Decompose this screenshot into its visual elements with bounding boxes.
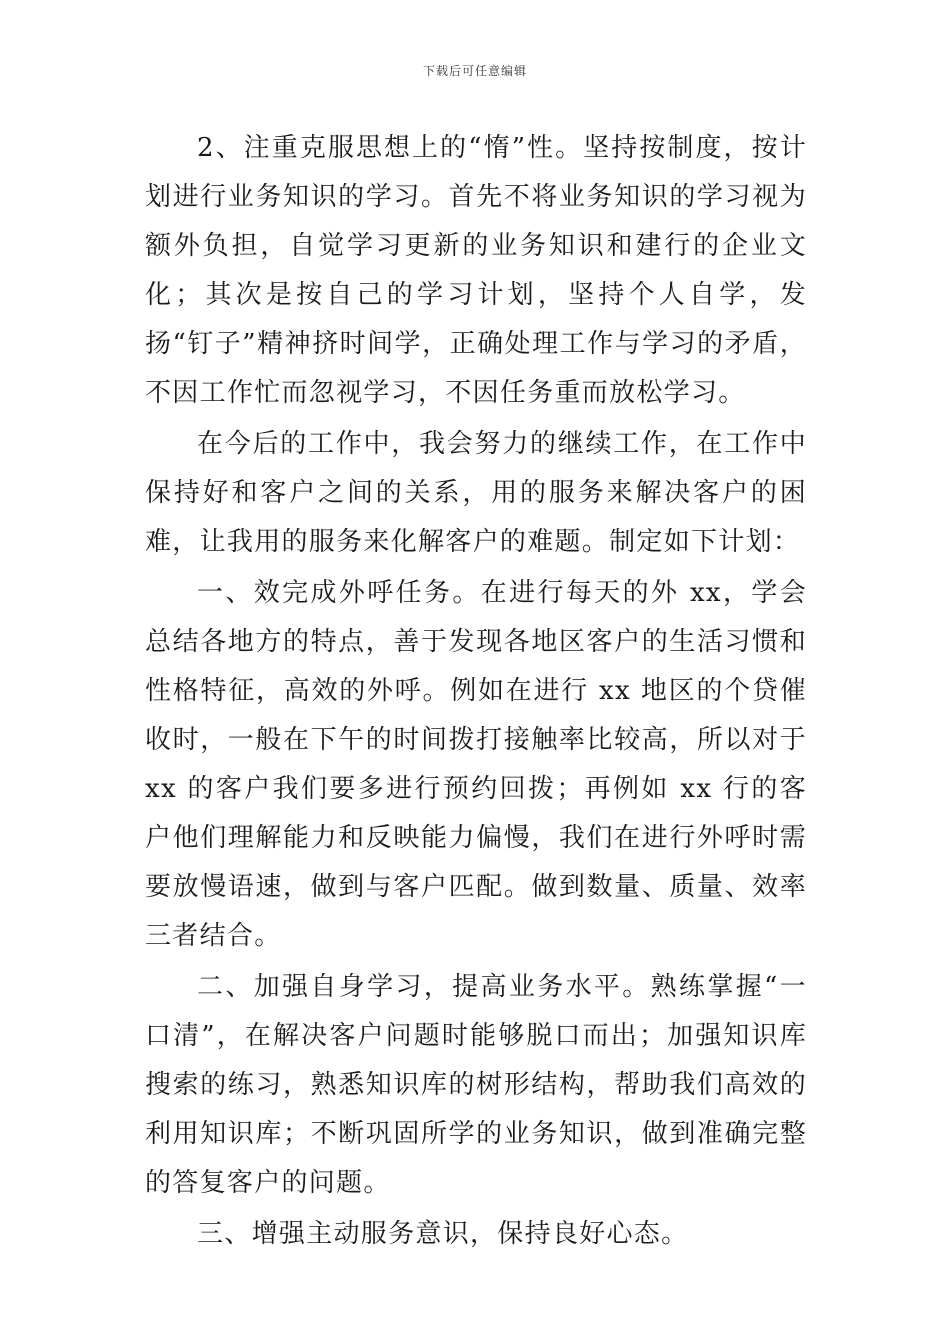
paragraph-future-work: 在今后的工作中，我会努力的继续工作，在工作中保持好和客户之间的关系，用的服务来解决客户的困难，让我用的服务来化解客户的难题。制定如下计划： (145, 429, 807, 557)
document-body (145, 124, 807, 1259)
paragraph-plan-service-awareness: 三、增强主动服务意识，保持良好心态。 (197, 1219, 689, 1249)
page-header: 下载后可任意编辑 (422, 64, 527, 78)
paragraph-study-attitude: 2、注重克服思想上的“惰”性。坚持按制度，按计划进行业务知识的学习。首先不将业务知识的学习视为额外负担，自觉学习更新的业务知识和建行的企业文化；其次是按自己的学习计划，坚持个人自学，发扬“钉子”精神挤时间学，正确处理工作与学习的矛盾，不因工作忙而忽视学习，不因任务重而放松学习。 (145, 133, 807, 408)
paragraph-plan-self-study: 二、加强自身学习，提高业务水平。熟练掌握“一口清”，在解决客户问题时能够脱口而出；加强知识库搜索的练习，熟悉知识库的树形结构，帮助我们高效的利用知识库；不断巩固所学的业务知识，做到准确完整的答复客户的问题。 (145, 972, 807, 1198)
paragraph-plan-outbound-calls: 一、效完成外呼任务。在进行每天的外 xx，学会总结各地方的特点，善于发现各地区客户的生活习惯和性格特征，高效的外呼。例如在进行 xx 地区的个贷催收时，一般在下午的时间拨打接触率比较高，所以对于 xx 的客户我们要多进行预约回拨；再例如 xx 行的客户他们理解能力和反映能力偏慢，我们在进行外呼时需要放慢语速，做到与客户匹配。做到数量、质量、效率三者结合。 (145, 578, 807, 951)
